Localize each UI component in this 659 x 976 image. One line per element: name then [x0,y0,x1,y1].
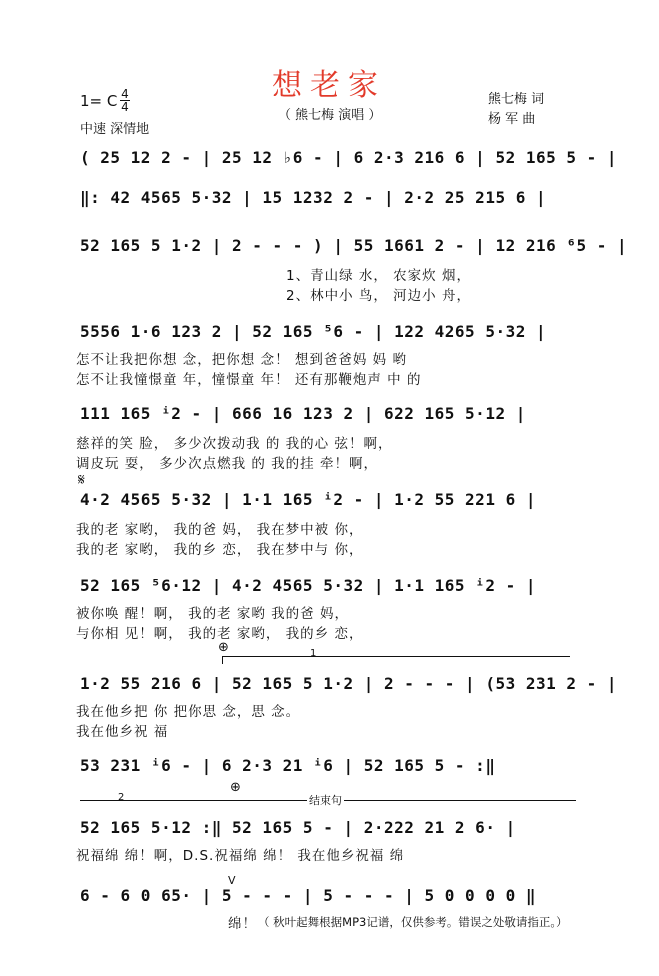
lyric-line-10: 祝福绵 绵！啊，D.S.祝福绵 绵！ 我在他乡祝福 绵 [76,848,405,864]
ending-bracket [240,800,576,801]
song-title: 想老家 [272,68,386,103]
lyricist: 熊七梅 词 [488,92,545,107]
lyric-line-5-verse-2: 调皮玩 耍， 多少次点燃我 的 我的挂 牵！啊， [76,456,378,472]
time-bottom: 4 [121,100,129,114]
footnote: （ 秋叶起舞根据MP3记谱，仅供参考。错误之处敬请指正。） [258,915,568,929]
lyric-line-8-verse-1: 我在他乡把 你 把你思 念，思 念。 [76,704,301,720]
score-line-7: 52 165 ⁵6·12 | 4·2 4565 5·32 | 1·1 165 ⁱ2 - | [80,576,536,595]
lyric-line-11: 绵！ [228,916,257,932]
score-line-3: 52 165 5 1·2 | 2 - - - ) | 55 1661 2 - | 12 216 ⁶5 - | [80,236,628,255]
score-line-2: ‖: 42 4565 5·32 | 15 1232 2 - | 2·2 25 215 6 | [80,188,547,207]
volta-1-label: 1 [310,648,317,659]
volta-2-bracket [80,800,240,801]
score-line-1: ( 25 12 2 - | 25 12 ♭6 - | 6 2·3 216 6 | 52 165 5 - | [80,148,618,167]
lyric-line-3-verse-2: 2、林中小 鸟， 河边小 舟， [286,288,471,304]
lyric-line-6-verse-2: 我的老 家哟， 我的乡 恋， 我在梦中与 你， [76,542,364,558]
performer-subtitle: （ 熊七梅 演唱 ） [278,108,382,123]
composer: 杨 军 曲 [488,112,536,127]
ending-label: 结束句 [309,794,342,807]
score-line-9: 53 231 ⁱ6 - | 6 2·3 21 ⁱ6 | 52 165 5 - :‖ [80,756,496,775]
coda-sign-1: ⊕ [218,640,229,655]
score-line-5: 111 165 ⁱ2 - | 666 16 123 2 | 622 165 5·12 | [80,404,526,423]
score-line-6: 4·2 4565 5·32 | 1·1 165 ⁱ2 - | 1·2 55 221 6 | [80,490,536,509]
lyric-line-3-verse-1: 1、青山绿 水， 农家炊 烟， [286,268,471,284]
coda-sign-2: ⊕ [230,780,241,795]
lyric-line-4-verse-1: 怎不让我把你想 念，把你想 念！ 想到爸爸妈 妈 哟 [76,352,407,368]
time-signature [120,88,130,113]
volta-1-hook [222,656,223,664]
segno-sign: 𝄋 [78,470,85,489]
score-line-11: 6 - 6 0 65· | 5 - - - | 5 - - - | 5 0 0 0 0 ‖ [80,886,536,905]
volta-1-bracket [222,656,570,657]
lyric-line-8-verse-2: 我在他乡祝 福 [76,724,169,740]
lyric-line-4-verse-2: 怎不让我憧憬童 年，憧憬童 年！ 还有那鞭炮声 中 的 [76,372,422,388]
volta-2-label: 2 [118,792,125,803]
score-line-10: 52 165 5·12 :‖ 52 165 5 - | 2·222 21 2 6· | [80,818,516,837]
lyric-line-5-verse-1: 慈祥的笑 脸， 多少次拨动我 的 我的心 弦！啊， [76,436,393,452]
key-signature: 1= C [80,92,118,110]
tempo-marking: 中速 深情地 [80,122,150,137]
score-line-8: 1·2 55 216 6 | 52 165 5 1·2 | 2 - - - | (53 231 2 - | [80,674,618,693]
breath-mark: V [228,874,236,887]
score-line-4: 5556 1·6 123 2 | 52 165 ⁵6 - | 122 4265 5·32 | [80,322,547,341]
time-top: 4 [121,87,129,101]
lyric-line-7-verse-2: 与你相 见！啊， 我的老 家哟， 我的乡 恋， [76,626,364,642]
lyric-line-7-verse-1: 被你唤 醒！啊， 我的老 家哟 我的爸 妈， [76,606,349,622]
lyric-line-6-verse-1: 我的老 家哟， 我的爸 妈， 我在梦中被 你， [76,522,364,538]
